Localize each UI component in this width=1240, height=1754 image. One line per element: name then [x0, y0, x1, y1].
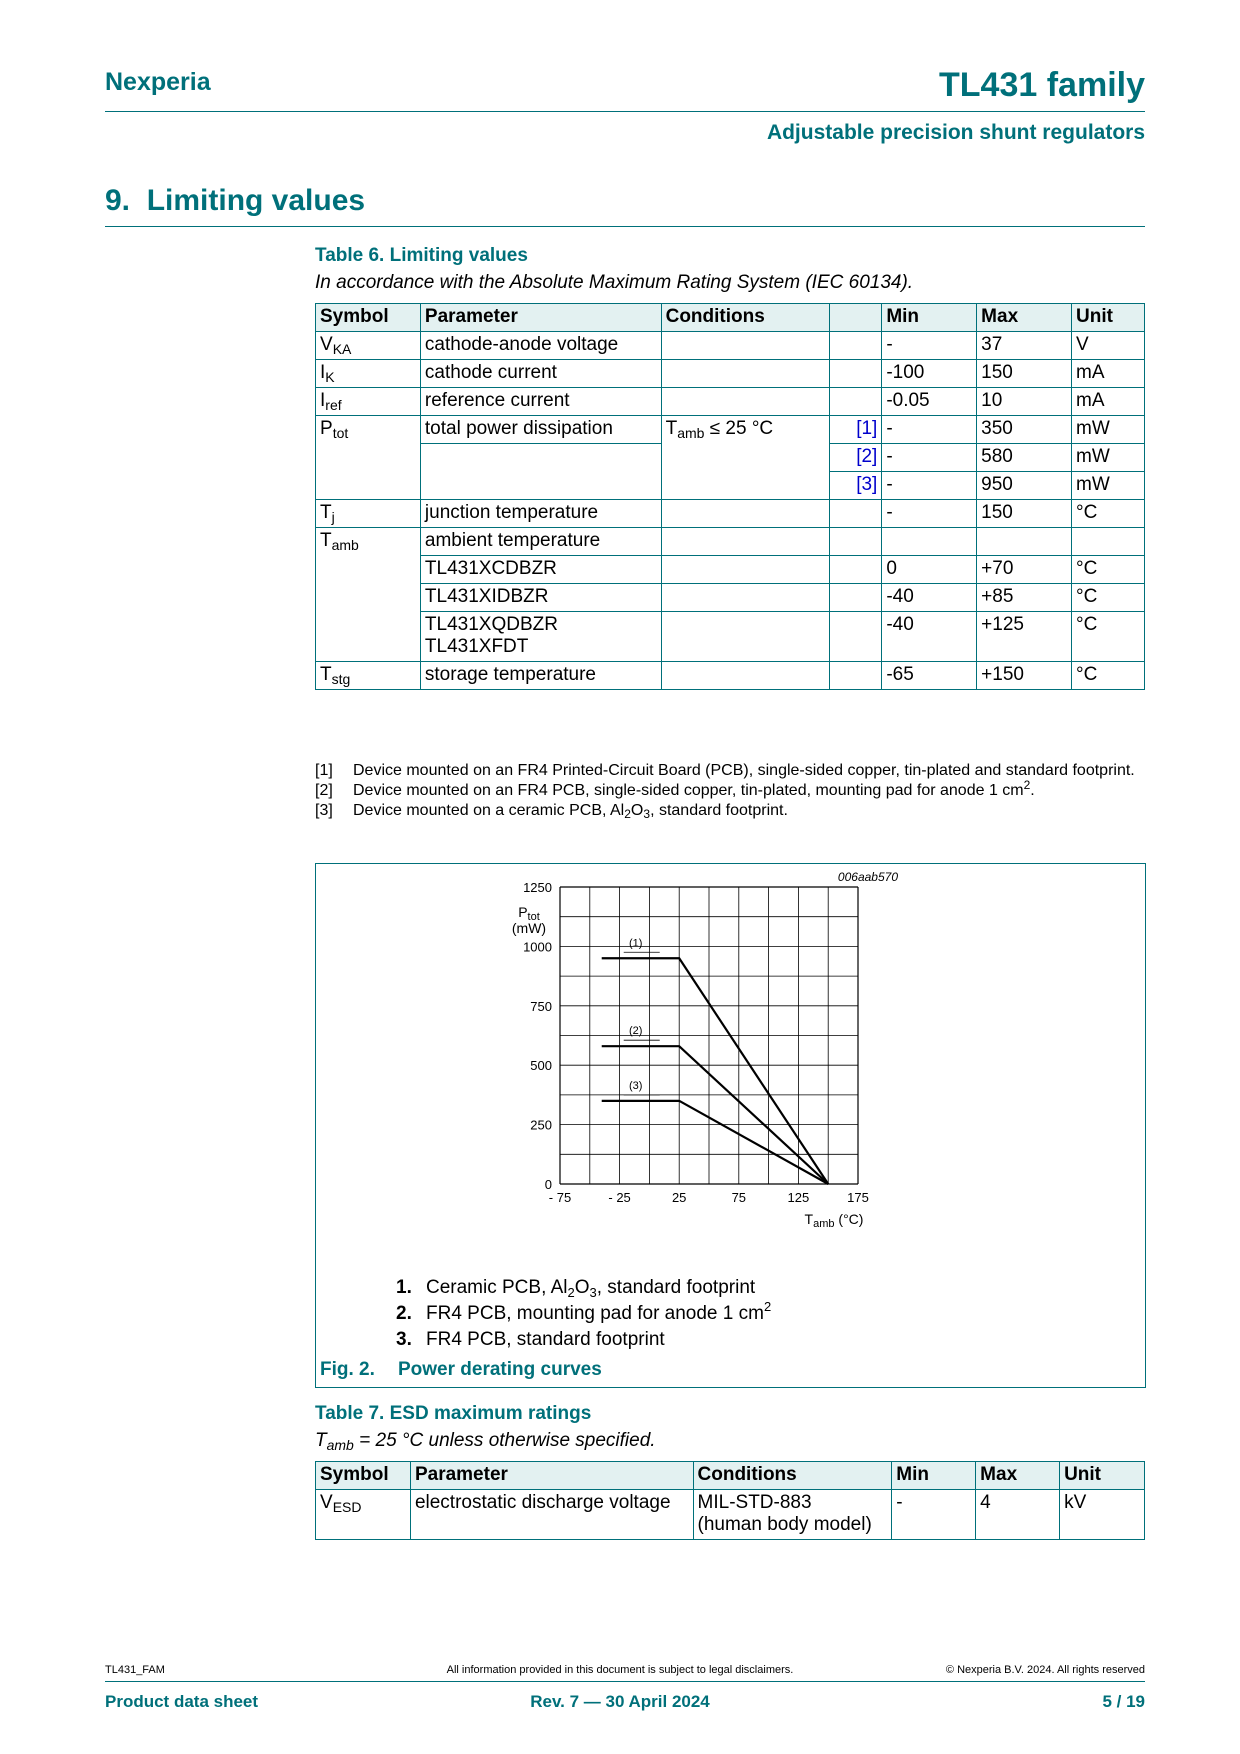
- min-cell: -0.05: [882, 388, 977, 416]
- figure-caption: Fig. 2. Power derating curves: [320, 1359, 602, 1380]
- footnote-ref-link[interactable]: [2]: [830, 444, 882, 472]
- min-cell: -100: [882, 360, 977, 388]
- header-conditions: Conditions: [693, 1462, 892, 1490]
- footer-doc-id: TL431_FAM: [105, 1664, 165, 1676]
- esd-ratings-table: [315, 1461, 1145, 1540]
- footnote: [1] Device mounted on an FR4 Printed-Circuit Board (PCB), single-sided copper, tin-plated and standard footprint.: [315, 762, 1135, 779]
- header-min: Min: [882, 304, 977, 332]
- table6-note: In accordance with the Absolute Maximum Rating System (IEC 60134).: [315, 272, 914, 293]
- header-min: Min: [892, 1462, 976, 1490]
- parameter-cell: total power dissipation: [420, 416, 661, 444]
- series-line-1: [602, 958, 828, 1184]
- figure-code: 006aab570: [837, 870, 898, 884]
- table-row: [316, 612, 1145, 662]
- x-tick-label: 125: [787, 1190, 810, 1205]
- x-axis-label: $T_{amb}$ (°C): [804, 1211, 864, 1230]
- y-tick-label: 750: [530, 998, 552, 1014]
- figure-power-derating: [315, 863, 1146, 1388]
- brand-name: Nexperia: [105, 68, 211, 96]
- unit-cell: kV: [1060, 1490, 1145, 1540]
- document-subtitle: Adjustable precision shunt regulators: [766, 121, 1145, 144]
- max-cell: 37: [977, 332, 1072, 360]
- table-row: [316, 416, 1145, 444]
- section-heading: [105, 184, 365, 218]
- min-cell: -: [882, 332, 977, 360]
- max-cell: 580: [977, 444, 1072, 472]
- table7-caption: Table 7. ESD maximum ratings: [315, 1403, 592, 1424]
- parameter-cell: cathode-anode voltage: [420, 332, 661, 360]
- figure-legend: [396, 1275, 771, 1353]
- table-row: [316, 584, 1145, 612]
- footer-doc-type: Product data sheet: [105, 1692, 259, 1711]
- max-cell: 150: [977, 360, 1072, 388]
- parameter-cell: reference current: [420, 388, 661, 416]
- max-cell: 4: [976, 1490, 1060, 1540]
- series-label-3: (3): [628, 1079, 643, 1092]
- unit-cell: °C: [1072, 584, 1145, 612]
- table-row: [316, 556, 1145, 584]
- unit-cell: mW: [1072, 444, 1145, 472]
- min-cell: -: [882, 444, 977, 472]
- max-cell: +150: [977, 662, 1072, 690]
- min-cell: -40: [882, 612, 977, 662]
- header-max: Max: [977, 304, 1072, 332]
- symbol-cell: $P_{tot}$: [316, 416, 421, 500]
- table6-footnotes: [315, 761, 1145, 821]
- legend-item: 1. Ceramic PCB, $Al_2O_3$, standard footprint: [396, 1277, 756, 1300]
- header-parameter: Parameter: [420, 304, 661, 332]
- unit-cell: °C: [1072, 500, 1145, 528]
- max-cell: 150: [977, 500, 1072, 528]
- x-tick-label: - 75: [548, 1190, 572, 1205]
- x-tick-label: 75: [731, 1190, 747, 1205]
- unit-cell: °C: [1072, 556, 1145, 584]
- unit-cell: °C: [1072, 662, 1145, 690]
- max-cell: 350: [977, 416, 1072, 444]
- unit-cell: V: [1072, 332, 1145, 360]
- footnote: [3] Device mounted on a ceramic PCB, $Al_2O_3$, standard footprint.: [315, 802, 788, 821]
- parameter-cell: junction temperature: [420, 500, 661, 528]
- parameter-cell: TL431XIDBZR: [420, 584, 661, 612]
- table7-note: $T_{amb} = 25$ °C unless otherwise specified.: [315, 1430, 656, 1453]
- conditions-cell: MIL-STD-883 (human body model): [693, 1490, 892, 1540]
- max-cell: +85: [977, 584, 1072, 612]
- min-cell: -40: [882, 584, 977, 612]
- x-tick-label: 25: [671, 1190, 687, 1205]
- symbol-cell: $V_{KA}$: [316, 332, 421, 360]
- y-axis-unit: (mW): [511, 920, 547, 936]
- footer-disclaimer: All information provided in this document is subject to legal disclaimers.: [446, 1664, 794, 1676]
- unit-cell: mW: [1072, 472, 1145, 500]
- section-divider: [105, 226, 1145, 227]
- y-tick-label: 500: [530, 1058, 552, 1074]
- x-tick-label: - 25: [608, 1190, 631, 1205]
- series-label-2: (2): [628, 1025, 643, 1038]
- parameter-cell: ambient temperature: [420, 528, 661, 556]
- parameter-cell: TL431XCDBZR: [420, 556, 661, 584]
- table-row: [316, 388, 1145, 416]
- parameter-cell: TL431XQDBZR TL431XFDT: [420, 612, 661, 662]
- table-row: [316, 500, 1145, 528]
- header-divider: [105, 111, 1145, 112]
- min-cell: -: [882, 472, 977, 500]
- symbol-cell: $I_K$: [316, 360, 421, 388]
- min-cell: 0: [882, 556, 977, 584]
- x-tick-label: 175: [847, 1190, 869, 1205]
- footer-revision: Rev. 7 — 30 April 2024: [530, 1692, 710, 1711]
- table-header-row: [316, 1462, 1145, 1490]
- parameter-cell: [420, 444, 661, 500]
- y-tick-label: 250: [530, 1117, 552, 1133]
- y-tick-label: 1250: [523, 880, 552, 895]
- header-conditions: Conditions: [661, 304, 830, 332]
- limiting-values-table: [315, 303, 1145, 690]
- unit-cell: mW: [1072, 416, 1145, 444]
- table-row: [316, 332, 1145, 360]
- header-unit: Unit: [1060, 1462, 1145, 1490]
- max-cell: +125: [977, 612, 1072, 662]
- power-derating-chart: [316, 864, 1145, 1274]
- y-axis-label: $P_{tot}$: [518, 904, 540, 923]
- parameter-cell: storage temperature: [420, 662, 661, 690]
- symbol-cell: $T_{amb}$: [316, 528, 421, 662]
- footnote: [2] Device mounted on an FR4 PCB, single-sided copper, tin-plated, mounting pad for anode 1 $cm^2$.: [315, 778, 1035, 799]
- min-cell: -: [882, 416, 977, 444]
- footer-page-number: 5 / 19: [1102, 1692, 1145, 1711]
- table-row: [316, 360, 1145, 388]
- table-row: [316, 1490, 1145, 1540]
- header-symbol: Symbol: [316, 304, 421, 332]
- symbol-cell: $I_{ref}$: [316, 388, 421, 416]
- unit-cell: mA: [1072, 388, 1145, 416]
- unit-cell: °C: [1072, 612, 1145, 662]
- unit-cell: mA: [1072, 360, 1145, 388]
- series-line-2: [602, 1046, 828, 1184]
- header-parameter: Parameter: [410, 1462, 693, 1490]
- header-max: Max: [976, 1462, 1060, 1490]
- table6-caption: Table 6. Limiting values: [315, 245, 528, 266]
- series-line-3: [602, 1101, 828, 1184]
- y-tick-label: 0: [544, 1177, 552, 1192]
- conditions-cell: $T_{amb} \le 25$ °C: [661, 416, 830, 500]
- symbol-cell: $T_j$: [316, 500, 421, 528]
- footnote-ref-link[interactable]: [1]: [830, 416, 882, 444]
- max-cell: 10: [977, 388, 1072, 416]
- table-row: [316, 528, 1145, 556]
- y-tick-label: 1000: [523, 939, 552, 955]
- symbol-cell: $V_{ESD}$: [316, 1490, 411, 1540]
- parameter-cell: cathode current: [420, 360, 661, 388]
- max-cell: +70: [977, 556, 1072, 584]
- min-cell: -: [882, 500, 977, 528]
- header-ref: [830, 304, 882, 332]
- min-cell: -65: [882, 662, 977, 690]
- table-header-row: [316, 304, 1145, 332]
- header-symbol: Symbol: [316, 1462, 411, 1490]
- legend-item: 3. FR4 PCB, standard footprint: [396, 1329, 665, 1350]
- footer-copyright: © Nexperia B.V. 2024. All rights reserved: [945, 1664, 1145, 1676]
- section-number: 9.: [105, 184, 131, 217]
- max-cell: 950: [977, 472, 1072, 500]
- parameter-cell: electrostatic discharge voltage: [410, 1490, 693, 1540]
- document-title: TL431 family: [939, 66, 1145, 104]
- legend-item: 2. FR4 PCB, mounting pad for anode 1 $cm^2$: [396, 1299, 772, 1324]
- table-row: [316, 662, 1145, 690]
- series-label-1: (1): [628, 937, 643, 950]
- footer-divider: [105, 1681, 1145, 1682]
- header-unit: Unit: [1072, 304, 1145, 332]
- footnote-ref-link[interactable]: [3]: [830, 472, 882, 500]
- section-title: Limiting values: [146, 184, 366, 217]
- min-cell: -: [892, 1490, 976, 1540]
- symbol-cell: $T_{stg}$: [316, 662, 421, 690]
